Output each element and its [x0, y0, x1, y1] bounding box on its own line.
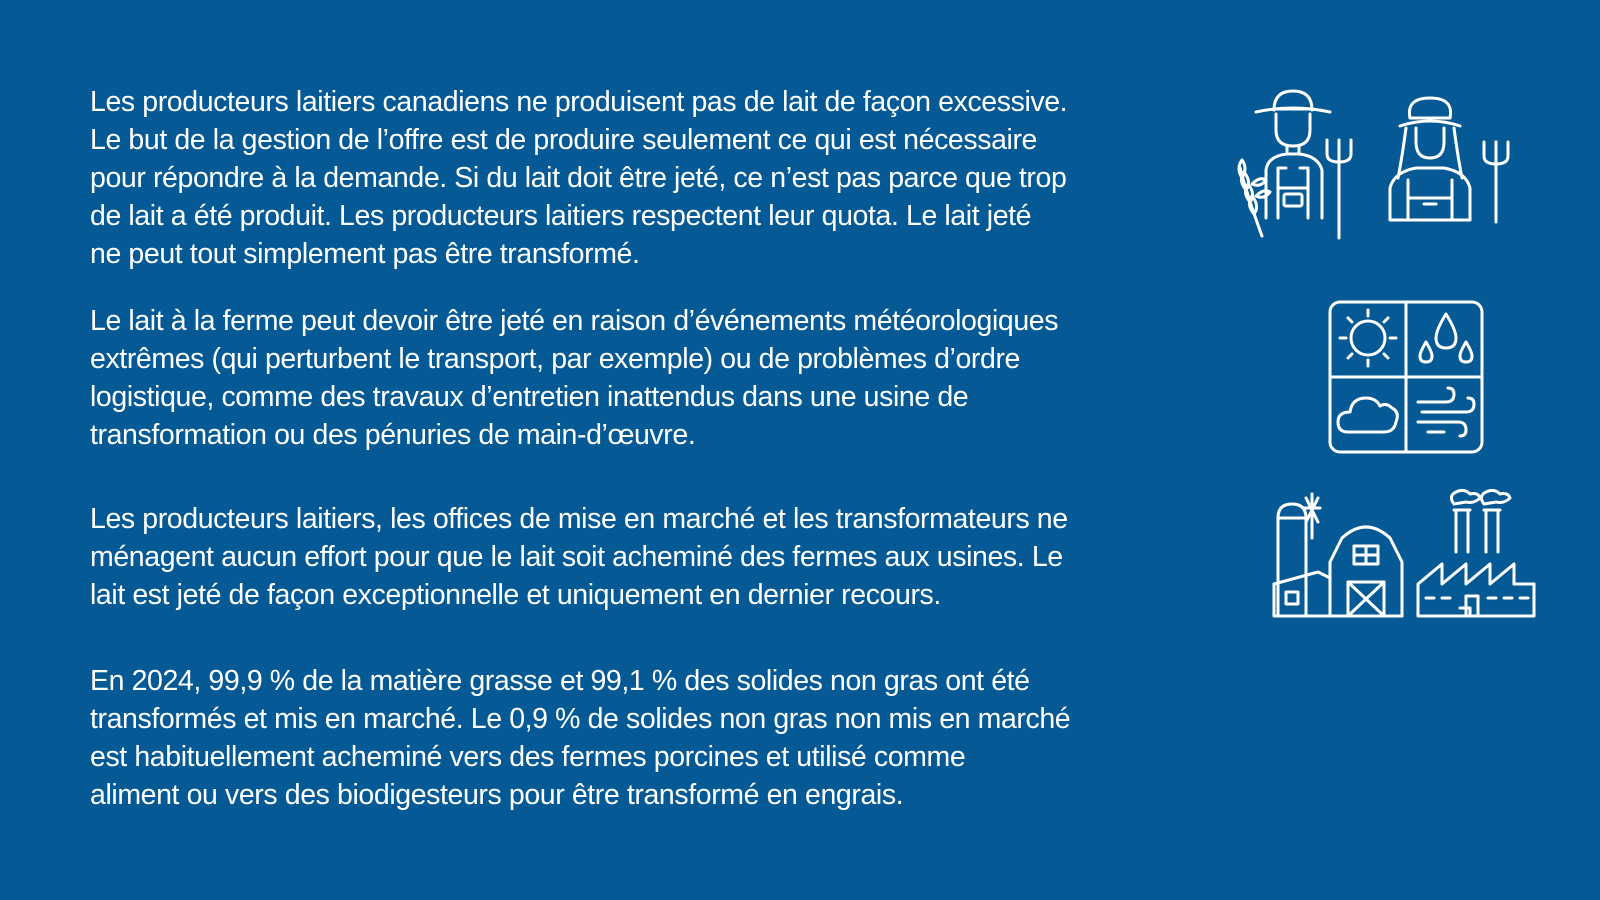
male-farmer-with-wheat-and-pitchfork-icon — [1239, 91, 1351, 238]
weather-grid-icon — [1328, 300, 1488, 458]
paragraph-line: Les producteurs laitiers, les offices de mise en marché et les transformateurs ne — [90, 503, 1068, 535]
paragraph-supply-management — [90, 83, 1220, 273]
farmers-icon-group — [1238, 88, 1538, 248]
cloud-icon — [1338, 398, 1397, 432]
paragraph-line: est habituellement acheminé vers des fermes porcines et utilisé comme — [90, 741, 966, 773]
paragraph-line: transformation ou des pénuries de main-d’œuvre. — [90, 419, 696, 451]
paragraph-line: ne peut tout simplement pas être transformé. — [90, 238, 640, 270]
female-farmer-with-pitchfork-icon — [1390, 98, 1508, 222]
paragraph-last-resort — [90, 500, 1220, 614]
paragraph-line: ménagent aucun effort pour que le lait soit acheminé des fermes aux usines. Le — [90, 541, 1063, 573]
paragraph-line: Le but de la gestion de l’offre est de produire seulement ce qui est nécessaire — [90, 124, 1037, 156]
wind-icon — [1418, 388, 1474, 436]
paragraph-weather-logistics — [90, 302, 1220, 454]
factory-icon — [1418, 490, 1534, 616]
paragraph-line: de lait a été produit. Les producteurs laitiers respectent leur quota. Le lait jeté — [90, 200, 1032, 232]
paragraph-line: Le lait à la ferme peut devoir être jeté en raison d’événements météorologiques — [90, 305, 1059, 337]
paragraph-line: Les producteurs laitiers canadiens ne produisent pas de lait de façon excessive. — [90, 86, 1068, 118]
paragraph-2024-statistics — [90, 662, 1220, 814]
paragraph-line: transformés et mis en marché. Le 0,9 % de solides non gras non mis en marché — [90, 703, 1071, 735]
rain-drops-icon — [1420, 314, 1472, 362]
sun-icon — [1340, 310, 1396, 366]
silo-windmill-barn-icon — [1274, 494, 1402, 616]
paragraph-line: En 2024, 99,9 % de la matière grasse et 99,1 % des solides non gras ont été — [90, 665, 1030, 697]
paragraph-line: aliment ou vers des biodigesteurs pour être transformé en engrais. — [90, 779, 904, 811]
barn-factory-icon-group — [1270, 488, 1570, 628]
text-column — [90, 0, 1220, 900]
paragraph-line: extrêmes (qui perturbent le transport, par exemple) ou de problèmes d’ordre — [90, 343, 1020, 375]
paragraph-line: logistique, comme des travaux d’entretien inattendus dans une usine de — [90, 381, 969, 413]
paragraph-line: lait est jeté de façon exceptionnelle et uniquement en dernier recours. — [90, 579, 941, 611]
paragraph-line: pour répondre à la demande. Si du lait doit être jeté, ce n’est pas parce que trop — [90, 162, 1067, 194]
